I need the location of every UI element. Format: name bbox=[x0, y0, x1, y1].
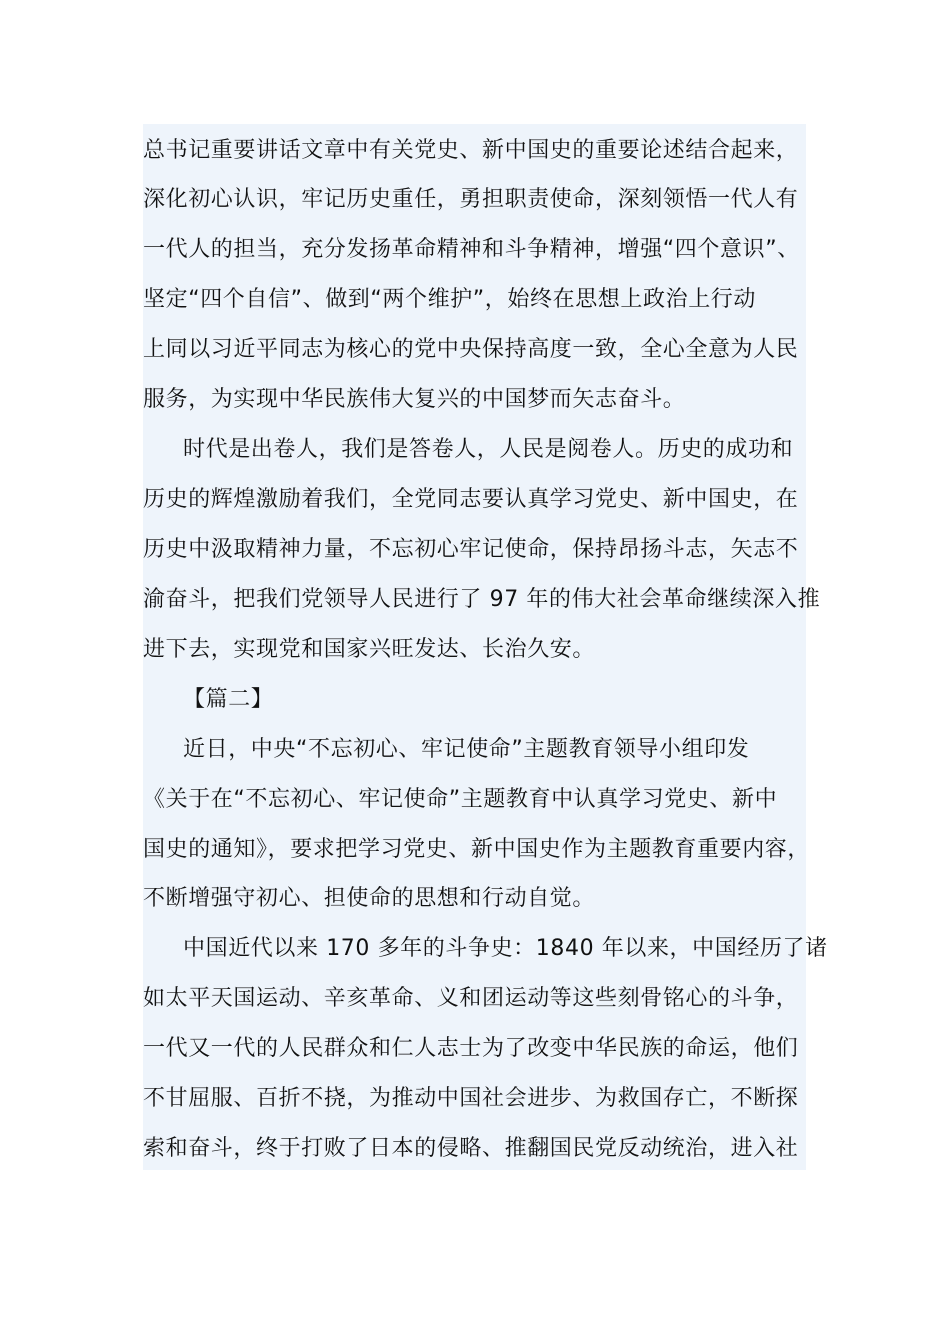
text-line: 时代是出卷人，我们是答卷人，人民是阅卷人。历史的成功和 bbox=[183, 437, 794, 462]
text-line: 历史的辉煌激励着我们，全党同志要认真学习党史、新中国史，在 bbox=[143, 487, 799, 512]
document-text-block bbox=[143, 124, 828, 1170]
text-line: 中国近代以来 170 多年的斗争史：1840 年以来，中国经历了诸 bbox=[183, 936, 828, 961]
text-line: 《关于在“不忘初心、牢记使命”主题教育中认真学习党史、新中 bbox=[143, 787, 778, 812]
text-line: 渝奋斗，把我们党领导人民进行了 97 年的伟大社会革命继续深入推 bbox=[143, 587, 821, 612]
text-line: 一代人的担当，充分发扬革命精神和斗争精神，增强“四个意识”、 bbox=[143, 237, 800, 262]
text-line: 历史中汲取精神力量，不忘初心牢记使命，保持昂扬斗志，矢志不 bbox=[143, 537, 799, 562]
text-line: 服务，为实现中华民族伟大复兴的中国梦而矢志奋斗。 bbox=[143, 387, 686, 412]
text-line: 近日，中央“不忘初心、牢记使命”主题教育领导小组印发 bbox=[183, 737, 750, 762]
text-line: 不断增强守初心、担使命的思想和行动自觉。 bbox=[143, 886, 596, 911]
text-line: 总书记重要讲话文章中有关党史、新中国史的重要论述结合起来， bbox=[143, 138, 799, 163]
text-line: 国史的通知》，要求把学习党史、新中国史作为主题教育重要内容， bbox=[143, 837, 811, 862]
section-heading: 【篇二】 bbox=[183, 687, 274, 712]
text-line: 进下去，实现党和国家兴旺发达、长治久安。 bbox=[143, 637, 596, 662]
text-line: 深化初心认识，牢记历史重任，勇担职责使命，深刻领悟一代人有 bbox=[143, 187, 799, 212]
text-line: 不甘屈服、百折不挠，为推动中国社会进步、为救国存亡，不断探 bbox=[143, 1086, 799, 1111]
text-line: 如太平天国运动、辛亥革命、义和团运动等这些刻骨铭心的斗争， bbox=[143, 986, 799, 1011]
text-line: 坚定“四个自信”、做到“两个维护”，始终在思想上政治上行动 bbox=[143, 287, 756, 312]
text-line: 索和奋斗，终于打败了日本的侵略、推翻国民党反动统治，进入社 bbox=[143, 1136, 799, 1161]
text-line: 一代又一代的人民群众和仁人志士为了改变中华民族的命运，他们 bbox=[143, 1036, 799, 1061]
text-line: 上同以习近平同志为核心的党中央保持高度一致，全心全意为人民 bbox=[143, 337, 799, 362]
